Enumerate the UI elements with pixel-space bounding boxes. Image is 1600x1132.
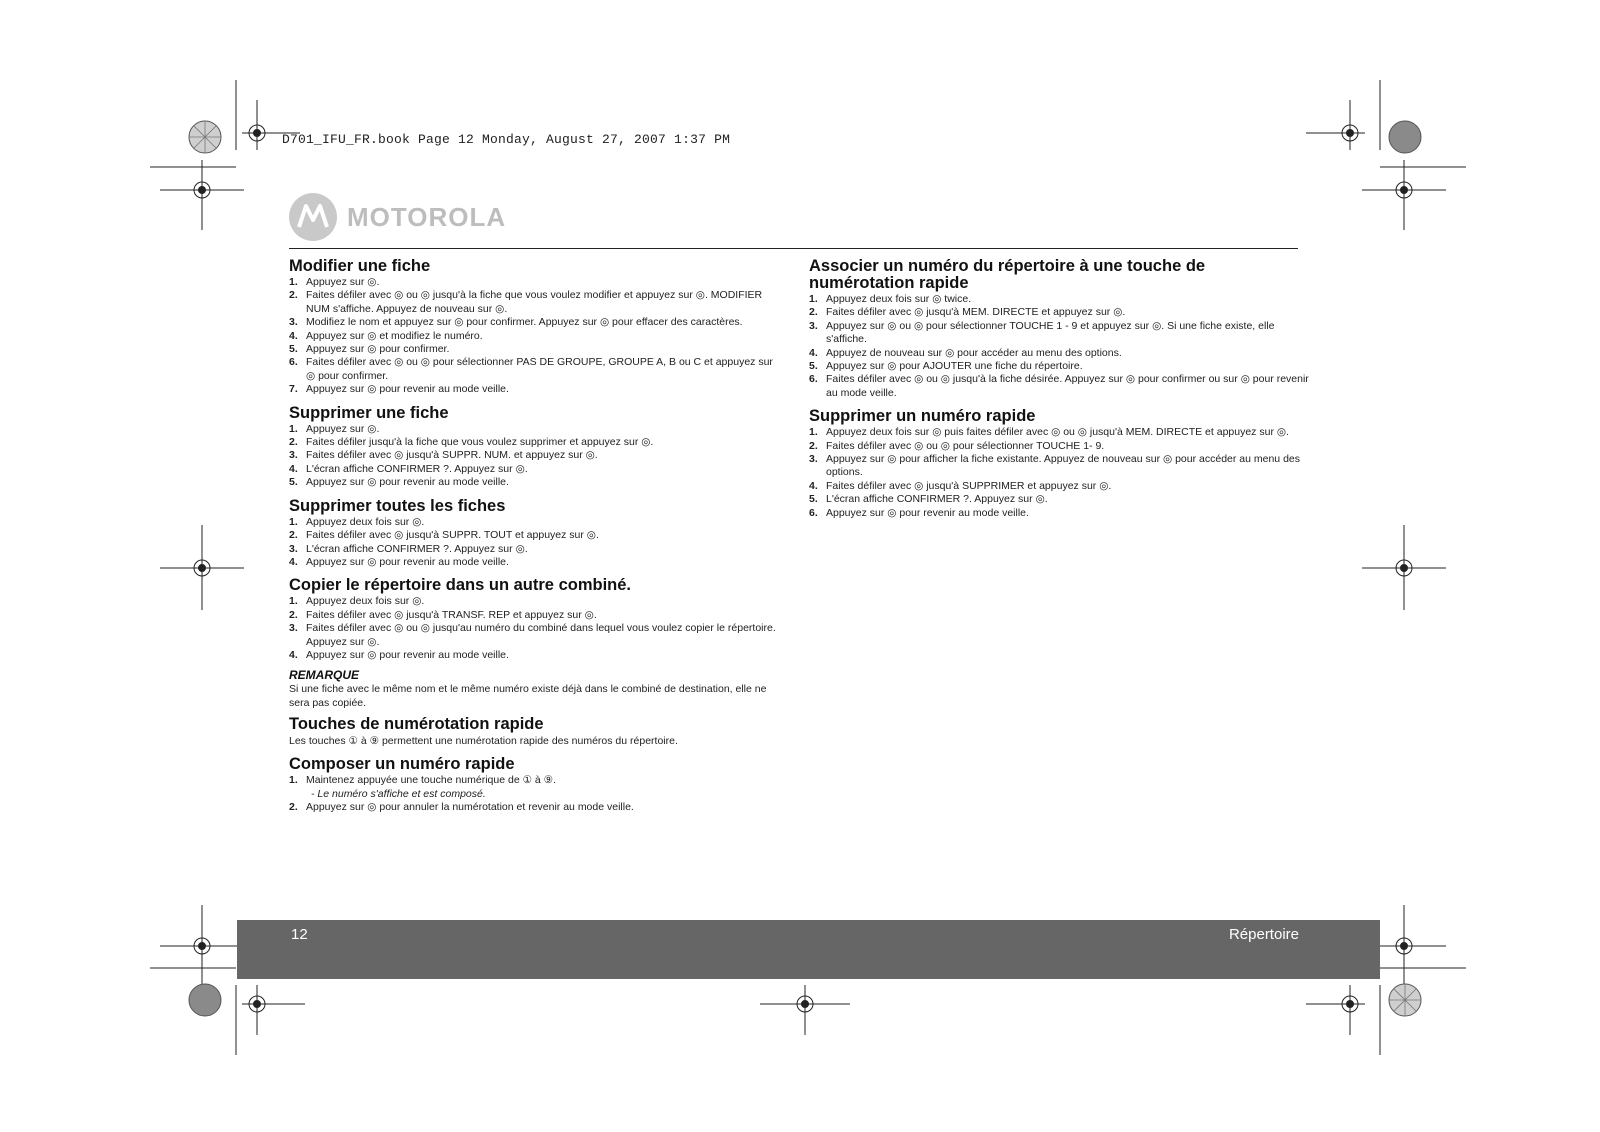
- section-title: Supprimer une fiche: [289, 403, 449, 422]
- list-item: 3. Appuyez sur ◎ pour afficher la fiche existante. Appuyez de nouveau sur ◎ pour accéder au menu des options.: [809, 453, 1300, 479]
- list-item: 6. Appuyez sur ◎ pour revenir au mode veille.: [809, 506, 1029, 519]
- list-item: 2. Faites défiler avec ◎ jusqu'à SUPPR. TOUT et appuyez sur ◎.: [289, 529, 599, 542]
- left-column: [289, 258, 779, 820]
- list-item: 2. Faites défiler avec ◎ jusqu'à TRANSF. REP et appuyez sur ◎.: [289, 608, 597, 621]
- list-item: 4. Appuyez sur ◎ pour revenir au mode veille.: [289, 555, 509, 568]
- motorola-logo: [289, 193, 506, 241]
- list-item: 1. Appuyez deux fois sur ◎.: [289, 595, 425, 608]
- touches-text: Les touches ① à ⑨ permettent une numérotation rapide des numéros du répertoire.: [289, 735, 678, 748]
- list-item: 1. Appuyez deux fois sur ◎.: [289, 515, 425, 528]
- list-item: 3. Faites défiler avec ◎ jusqu'à SUPPR. NUM. et appuyez sur ◎.: [289, 449, 598, 462]
- list-item: 5. L'écran affiche CONFIRMER ?. Appuyez sur ◎.: [809, 493, 1048, 506]
- list-item: 5. Appuyez sur ◎ pour AJOUTER une fiche du répertoire.: [809, 360, 1083, 373]
- list-item: 2. Faites défiler avec ◎ jusqu'à MEM. DIRECTE et appuyez sur ◎.: [809, 306, 1126, 319]
- section: [289, 258, 779, 397]
- list-item: 5. Appuyez sur ◎ pour confirmer.: [289, 343, 450, 356]
- list-item: 2. Appuyez sur ◎ pour annuler la numérotation et revenir au mode veille.: [289, 800, 634, 813]
- section-composer: [289, 756, 779, 814]
- section: [809, 258, 1309, 400]
- list-item: 1. Appuyez deux fois sur ◎ twice.: [809, 293, 972, 305]
- list-item: 1. Maintenez appuyée une touche numérique de ① à ⑨.: [289, 774, 556, 787]
- list-item: 3. Appuyez sur ◎ ou ◎ pour sélectionner TOUCHE 1 - 9 et appuyez sur ◎. Si une fiche existe, elle s'affiche.: [809, 319, 1275, 346]
- list-subitem: - Le numéro s'affiche et est composé.: [311, 787, 486, 800]
- list-item: 3. Modifiez le nom et appuyez sur ◎ pour confirmer. Appuyez sur ◎ pour effacer des caractères.: [289, 316, 743, 329]
- footer-section-name: Répertoire: [1228, 926, 1299, 943]
- list-item: 2. Faites défiler jusqu'à la fiche que vous voulez supprimer et appuyez sur ◎.: [289, 436, 654, 449]
- header-rule: [289, 248, 1298, 249]
- remarque-text: Si une fiche avec le même nom et le même numéro existe déjà dans le combiné de destination, elle ne sera pas copiée.: [289, 683, 767, 710]
- list-item: 1. Appuyez sur ◎.: [289, 422, 380, 435]
- remarque-title: REMARQUE: [289, 668, 360, 683]
- section-title: Supprimer toutes les fiches: [289, 496, 506, 515]
- list-item: 4. Appuyez de nouveau sur ◎ pour accéder au menu des options.: [809, 346, 1122, 359]
- motorola-batwing-icon: [289, 193, 337, 241]
- right-column: [809, 258, 1309, 526]
- list-item: 7. Appuyez sur ◎ pour revenir au mode veille.: [289, 383, 509, 396]
- list-item: 1. Appuyez sur ◎.: [289, 276, 380, 288]
- list-item: 6. Faites défiler avec ◎ ou ◎ pour sélectionner PAS DE GROUPE, GROUPE A, B ou C et appuyez sur ◎ pour confirmer.: [289, 356, 773, 382]
- list-item: 4. Appuyez sur ◎ pour revenir au mode veille.: [289, 648, 509, 661]
- book-header-line: D701_IFU_FR.book Page 12 Monday, August 27, 2007 1:37 PM: [282, 132, 731, 147]
- section: [289, 577, 779, 662]
- list-item: 4. Faites défiler avec ◎ jusqu'à SUPPRIMER et appuyez sur ◎.: [809, 479, 1112, 492]
- list-item: 4. L'écran affiche CONFIRMER ?. Appuyez sur ◎.: [289, 462, 528, 475]
- list-item: 3. L'écran affiche CONFIRMER ?. Appuyez sur ◎.: [289, 542, 528, 555]
- list-item: 2. Faites défiler avec ◎ ou ◎ pour sélectionner TOUCHE 1- 9.: [809, 439, 1105, 452]
- list-item: 5. Appuyez sur ◎ pour revenir au mode veille.: [289, 476, 509, 489]
- list-item: 2. Faites défiler avec ◎ ou ◎ jusqu'à la fiche que vous voulez modifier et appuyez sur ◎. MODIFIER NUM s'affiche. Appuyez de nouveau sur ◎.: [289, 289, 763, 315]
- section-title: Touches de numérotation rapide: [289, 715, 544, 734]
- footer-band: [237, 920, 1380, 979]
- list-item: 4. Appuyez sur ◎ et modifiez le numéro.: [289, 329, 483, 342]
- section-title: Associer un numéro du répertoire à une touche de numérotation rapide: [809, 257, 1206, 292]
- list-item: 3. Faites défiler avec ◎ ou ◎ jusqu'au numéro du combiné dans lequel vous voulez copier le répertoire. Appuyez sur ◎.: [289, 622, 776, 648]
- page-number: 12: [291, 926, 308, 943]
- list-item: 6. Faites défiler avec ◎ ou ◎ jusqu'à la fiche désirée. Appuyez sur ◎ pour confirmer ou sur ◎ pour revenir au mode veille.: [809, 373, 1309, 399]
- section-title: Composer un numéro rapide: [289, 755, 515, 774]
- section-touches: [289, 716, 779, 748]
- brand-name: MOTOROLA: [347, 201, 507, 232]
- section: [809, 408, 1309, 520]
- section-title: Copier le répertoire dans un autre combiné.: [289, 576, 631, 595]
- section: [289, 405, 779, 490]
- section-title: Modifier une fiche: [289, 257, 431, 275]
- list-item: 1. Appuyez deux fois sur ◎ puis faites défiler avec ◎ ou ◎ jusqu'à MEM. DIRECTE et appuyez sur ◎.: [809, 426, 1289, 439]
- section: [289, 498, 779, 570]
- section-title: Supprimer un numéro rapide: [809, 407, 1036, 426]
